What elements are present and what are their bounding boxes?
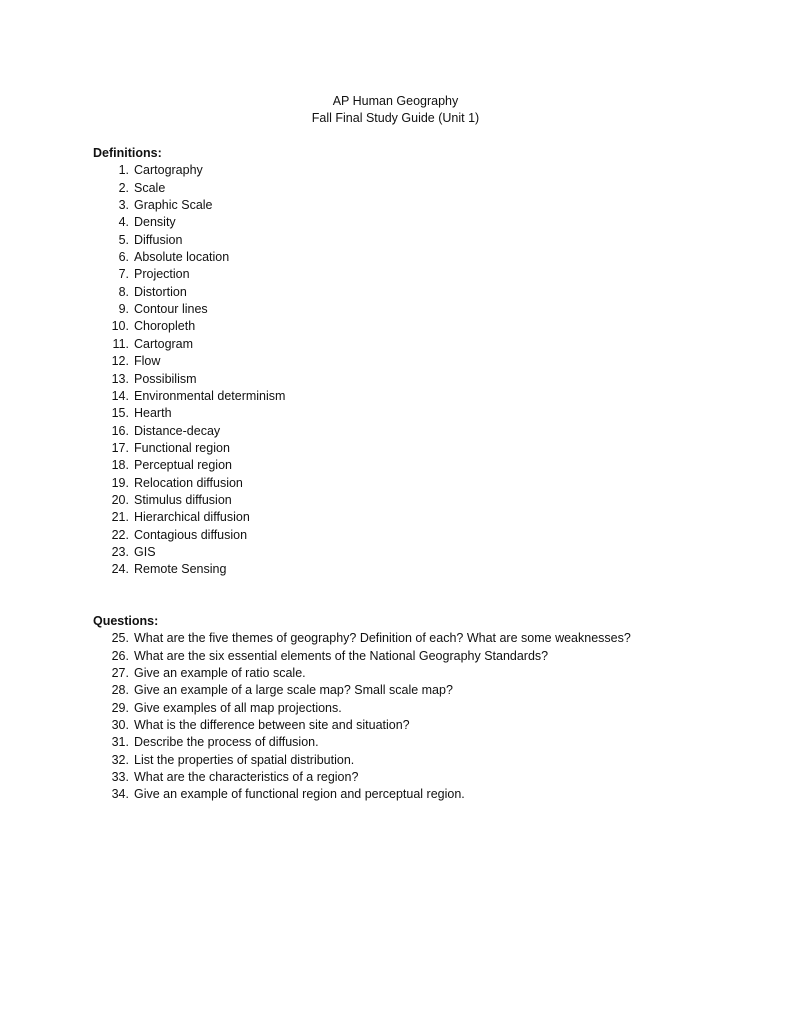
list-item-text: Environmental determinism (134, 388, 286, 403)
document-subtitle: Fall Final Study Guide (Unit 1) (311, 111, 480, 126)
list-item-number: 13. (111, 371, 129, 386)
list-item-text: Diffusion (134, 232, 183, 247)
list-item (93, 371, 733, 388)
definitions-section (93, 145, 733, 579)
list-item (93, 648, 733, 665)
list-item (93, 786, 733, 803)
list-item-text: Absolute location (134, 250, 230, 265)
list-item (93, 457, 733, 474)
list-item (93, 769, 733, 786)
list-item-text: Give an example of functional region and perceptual region. (134, 787, 465, 802)
list-item-text: Perceptual region (134, 458, 232, 473)
list-item (93, 214, 733, 231)
list-item (93, 527, 733, 544)
list-item (93, 301, 733, 318)
list-item (93, 665, 733, 682)
list-item-text: What are the six essential elements of the National Geography Standards? (134, 648, 549, 663)
list-item-number: 28. (111, 683, 129, 698)
list-item-number: 16. (111, 423, 129, 438)
list-item-number: 6. (118, 250, 129, 265)
list-item-number: 25. (111, 631, 129, 646)
list-item (93, 353, 733, 370)
list-item-text: Projection (134, 267, 190, 282)
questions-list (93, 630, 733, 803)
list-item (93, 440, 733, 457)
list-item-number: 29. (111, 700, 129, 715)
list-item (93, 388, 733, 405)
list-item-number: 19. (111, 475, 129, 490)
list-item (93, 318, 733, 335)
list-item (93, 162, 733, 179)
list-item (93, 197, 733, 214)
list-item-text: Describe the process of diffusion. (134, 735, 319, 750)
list-item-number: 12. (111, 354, 129, 369)
questions-heading: Questions: (93, 614, 159, 628)
list-item-text: Cartography (134, 163, 203, 178)
list-item (93, 492, 733, 509)
list-item (93, 336, 733, 353)
list-item (93, 544, 733, 561)
list-item-number: 11. (112, 336, 129, 351)
list-item-text: Density (134, 215, 176, 230)
list-item (93, 475, 733, 492)
list-item-text: Possibilism (134, 371, 197, 386)
list-item (93, 682, 733, 699)
list-item-number: 27. (111, 666, 129, 681)
list-item-number: 7. (118, 267, 129, 282)
list-item-number: 1. (118, 163, 129, 178)
list-item (93, 561, 733, 578)
list-item-number: 20. (111, 492, 129, 507)
list-item (93, 734, 733, 751)
list-item-number: 34. (111, 787, 129, 802)
list-item-number: 8. (118, 284, 129, 299)
list-item-text: Give examples of all map projections. (134, 700, 342, 715)
list-item (93, 266, 733, 283)
list-item (93, 405, 733, 422)
definitions-list (93, 162, 733, 578)
list-item-text: What are the five themes of geography? Definition of each? What are some weaknesses? (134, 631, 631, 646)
list-item-number: 14. (111, 388, 129, 403)
list-item-number: 33. (111, 770, 129, 785)
list-item (93, 717, 733, 734)
list-item-number: 5. (118, 232, 129, 247)
list-item (93, 232, 733, 249)
list-item-text: Relocation diffusion (134, 475, 243, 490)
list-item-text: Hearth (134, 406, 172, 421)
list-item-text: Distance-decay (134, 423, 221, 438)
list-item-text: Choropleth (134, 319, 196, 334)
list-item (93, 180, 733, 197)
list-item-text: List the properties of spatial distribution. (134, 752, 355, 767)
list-item-text: Hierarchical diffusion (134, 510, 250, 525)
list-item-text: Contour lines (134, 302, 208, 317)
questions-section (93, 613, 733, 804)
list-item-text: Functional region (134, 440, 230, 455)
list-item-text: Remote Sensing (134, 562, 227, 577)
list-item-text: Graphic Scale (134, 198, 213, 213)
list-item-number: 32. (111, 752, 129, 767)
list-item (93, 700, 733, 717)
list-item-text: Contagious diffusion (134, 527, 248, 542)
list-item-number: 26. (111, 648, 129, 663)
list-item-number: 21. (111, 510, 129, 525)
list-item-number: 30. (111, 718, 129, 733)
list-item (93, 752, 733, 769)
list-item (93, 423, 733, 440)
list-item-text: GIS (134, 544, 156, 559)
list-item-number: 15. (111, 406, 129, 421)
document-title-block (0, 93, 791, 128)
list-item (93, 630, 733, 647)
list-item-number: 24. (111, 562, 129, 577)
list-item-text: Give an example of a large scale map? Small scale map? (134, 683, 453, 698)
list-item-number: 22. (111, 527, 129, 542)
list-item-text: What are the characteristics of a region? (134, 770, 359, 785)
list-item-number: 4. (118, 215, 129, 230)
list-item-text: Give an example of ratio scale. (134, 666, 306, 681)
list-item (93, 284, 733, 301)
list-item-text: Flow (134, 354, 161, 369)
list-item-text: Distortion (134, 284, 187, 299)
list-item-text: Stimulus diffusion (134, 492, 232, 507)
list-item (93, 509, 733, 526)
list-item (93, 249, 733, 266)
list-item-number: 10. (111, 319, 129, 334)
list-item-text: What is the difference between site and situation? (134, 718, 410, 733)
list-item-number: 18. (111, 458, 129, 473)
list-item-number: 2. (118, 180, 129, 195)
list-item-number: 9. (118, 302, 129, 317)
list-item-text: Scale (134, 180, 166, 195)
list-item-text: Cartogram (134, 336, 194, 351)
list-item-number: 31. (111, 735, 129, 750)
list-item-number: 17. (111, 440, 129, 455)
document-title: AP Human Geography (332, 94, 459, 108)
list-item-number: 3. (118, 198, 129, 213)
definitions-heading: Definitions: (93, 146, 162, 160)
list-item-number: 23. (111, 544, 129, 559)
